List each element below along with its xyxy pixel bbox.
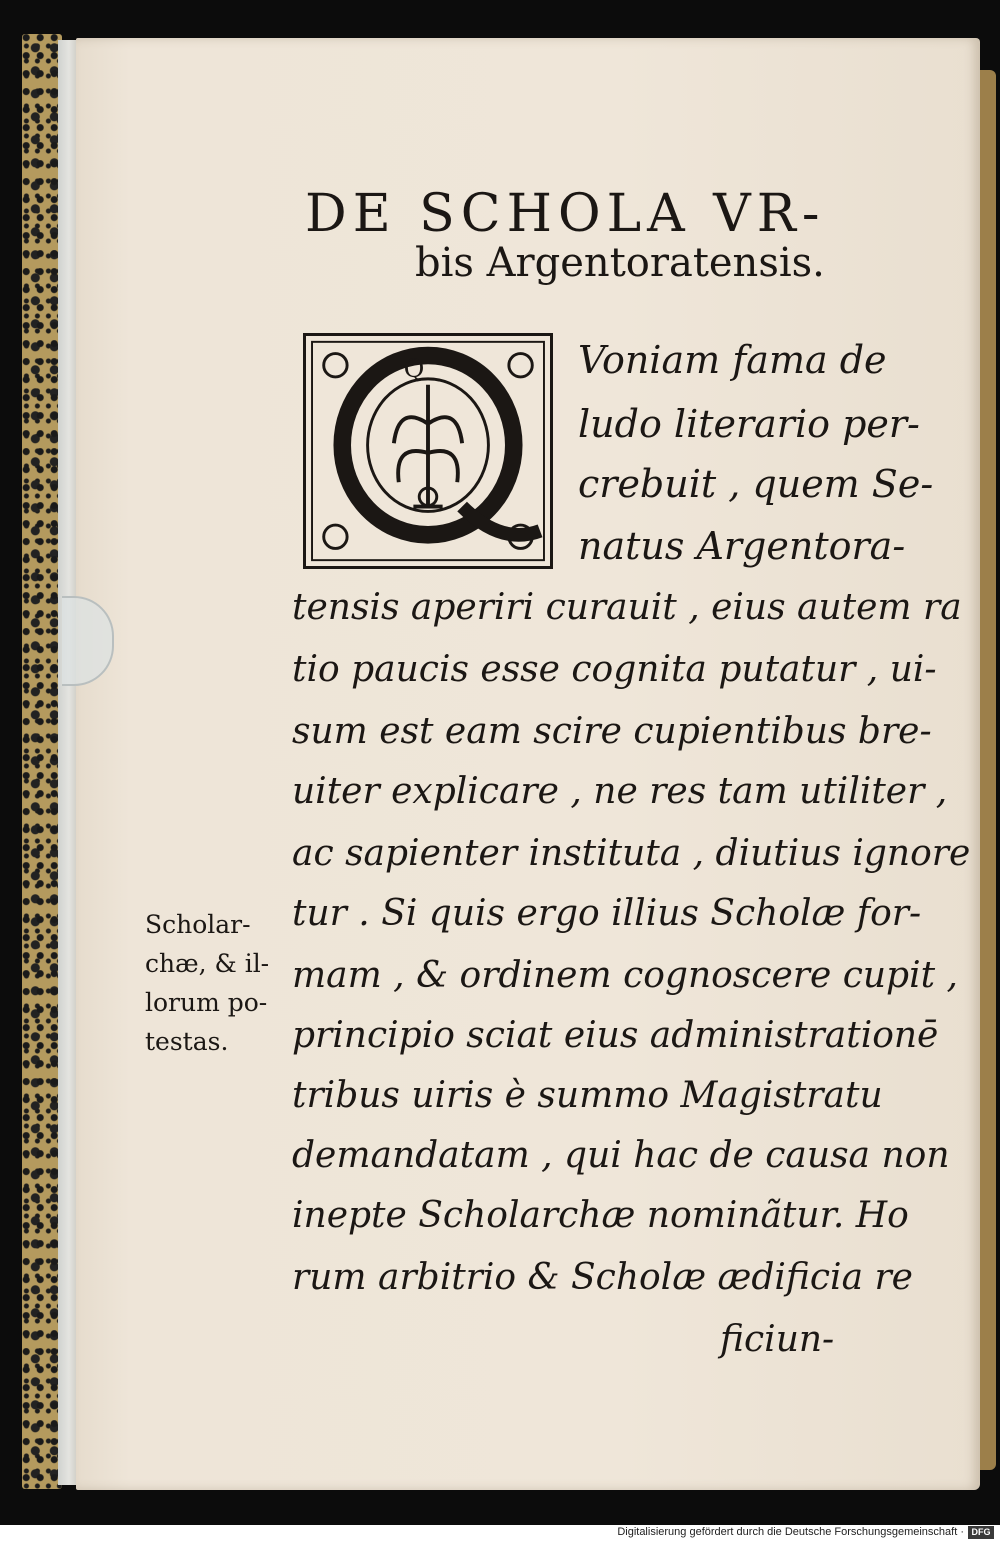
margin-note-line: testas. — [145, 1027, 229, 1056]
decorated-initial — [303, 333, 553, 569]
footer-credit: Digitalisierung gefördert durch die Deutsche Forschungsgemeinschaft · — [617, 1526, 964, 1538]
body-line: tensis aperiri curauit , eius autem ra — [292, 587, 962, 628]
margin-note-line: lorum po- — [145, 988, 268, 1017]
body-line: uiter explicare , ne res tam utiliter , — [292, 771, 948, 812]
body-line: tur . Si quis ergo illius Scholæ for- — [292, 893, 922, 934]
body-line: inepte Scholarchæ nominãtur. Ho — [292, 1195, 909, 1236]
body-line: sum est eam scire cupientibus bre- — [292, 711, 932, 752]
body-line: principio sciat eius administrationē — [292, 1015, 939, 1056]
page-right-edge — [978, 70, 996, 1470]
body-line: ludo literario per- — [578, 402, 920, 446]
ornament-initial-icon — [306, 336, 550, 566]
body-line: crebuit , quem Se- — [578, 462, 934, 506]
book-cover-edge — [22, 34, 62, 1489]
body-line: ac sapienter instituta , diutius ignore — [292, 833, 971, 874]
body-line: tribus uiris è summo Magistratu — [292, 1075, 883, 1116]
body-line: mam , & ordinem cognoscere cupit , — [292, 955, 958, 996]
initial-letter: Q — [403, 352, 425, 383]
title-line-2: bis Argentoratensis. — [415, 240, 825, 286]
dfg-logo-icon[interactable]: DFG — [968, 1526, 994, 1539]
body-line: demandatam , qui hac de causa non — [292, 1135, 950, 1176]
catchword: ficiun- — [720, 1319, 835, 1360]
body-line: tio paucis esse cognita putatur , ui- — [292, 649, 937, 690]
body-line: rum arbitrio & Scholæ ædificia re — [292, 1257, 913, 1298]
margin-note-line: chæ, & il- — [145, 949, 270, 978]
body-line: natus Argentora- — [578, 524, 906, 568]
title-line-1: DE SCHOLA VR- — [305, 184, 826, 244]
footer-bar — [0, 1525, 1000, 1541]
margin-note-line: Scholar- — [145, 910, 251, 939]
body-line: Voniam fama de — [578, 338, 887, 382]
